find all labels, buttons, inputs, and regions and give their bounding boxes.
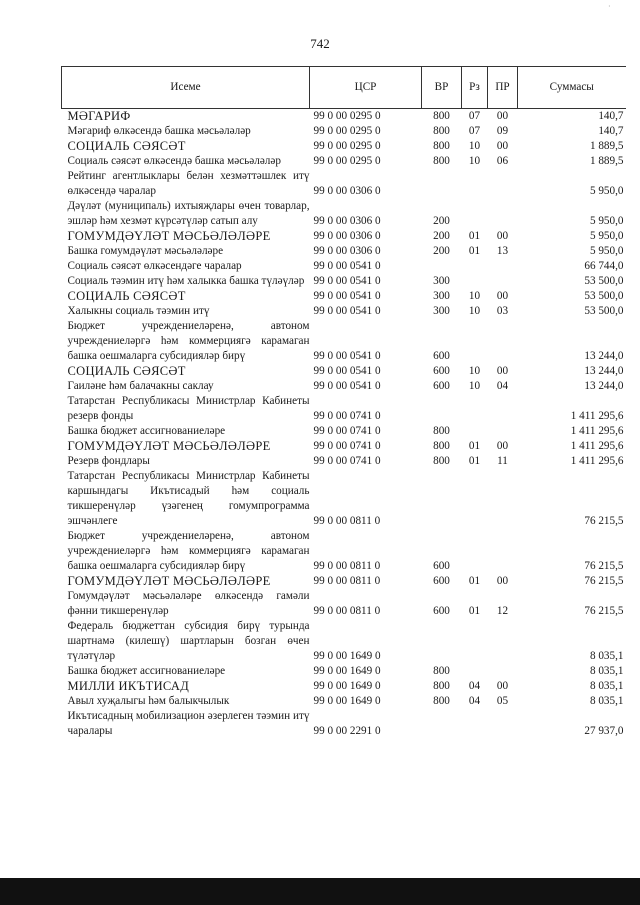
row-rz (462, 319, 488, 364)
row-rz: 10 (468, 305, 481, 317)
row-pr: 00 (496, 290, 509, 302)
row-name: Федераль бюджеттан субсидия бирү турында шартнамә (килешү) шартларын бозган өчен түләтүләр (67, 620, 310, 662)
row-rz: 01 (468, 245, 481, 257)
row-rz: 01 (468, 575, 481, 587)
row-pr: 04 (496, 380, 509, 392)
table-row (62, 439, 626, 454)
table-row (62, 574, 626, 589)
header-sum: Суммасы (518, 67, 626, 109)
row-rz: 04 (468, 695, 481, 707)
row-vr: 800 (433, 110, 450, 122)
row-sum: 66 744,0 (584, 260, 624, 272)
row-csr: 99 0 00 0306 0 (313, 245, 381, 257)
row-rz: 01 (468, 230, 481, 242)
table-row (62, 619, 626, 664)
row-csr: 99 0 00 0811 0 (313, 605, 381, 617)
row-rz: 01 (468, 605, 481, 617)
row-sum: 140,7 (598, 125, 624, 137)
row-sum: 53 500,0 (584, 305, 624, 317)
row-csr: 99 0 00 0811 0 (313, 575, 381, 587)
row-pr (488, 274, 518, 289)
row-csr: 99 0 00 0295 0 (313, 155, 381, 167)
row-sum: 1 411 295,6 (570, 425, 624, 437)
row-name: Башка гомумдәүләт мәсьәләләре (67, 245, 224, 257)
row-sum: 76 215,5 (584, 605, 624, 617)
row-rz: 10 (468, 290, 481, 302)
header-rz: Рз (462, 67, 488, 109)
row-vr (422, 709, 462, 739)
row-pr: 00 (496, 575, 509, 587)
scan-bottom-bar (0, 878, 640, 905)
budget-table (61, 66, 626, 739)
row-sum: 13 244,0 (584, 365, 624, 377)
row-sum: 1 889,5 (589, 155, 624, 167)
row-vr: 600 (433, 605, 450, 617)
row-name: СОЦИАЛЬ СӘЯСӘТ (67, 139, 186, 153)
row-name: Резерв фондлары (67, 455, 150, 467)
row-rz: 10 (468, 365, 481, 377)
header-vr: ВР (422, 67, 462, 109)
table-row (62, 394, 626, 424)
row-name: Социаль сәясәт өлкәсендәге чаралар (67, 260, 242, 272)
row-csr: 99 0 00 1649 0 (313, 680, 381, 692)
row-sum: 1 411 295,6 (570, 455, 624, 467)
row-name: Икътисадның мобилизацион әзерлеген тәэмин итү чаралары (67, 710, 310, 737)
row-csr: 99 0 00 0741 0 (313, 410, 381, 422)
row-pr: 03 (496, 305, 509, 317)
row-rz: 07 (468, 110, 481, 122)
row-sum: 53 500,0 (584, 275, 624, 287)
row-vr: 800 (433, 155, 450, 167)
row-sum: 8 035,1 (589, 695, 624, 707)
table-row (62, 304, 626, 319)
row-sum: 5 950,0 (589, 230, 624, 242)
table-row (62, 454, 626, 469)
row-vr: 800 (433, 695, 450, 707)
row-pr: 00 (496, 140, 509, 152)
row-vr: 600 (433, 365, 450, 377)
page-number: 742 (310, 36, 330, 51)
row-rz (462, 169, 488, 199)
row-vr: 800 (433, 425, 450, 437)
row-vr (422, 394, 462, 424)
row-rz (462, 274, 488, 289)
row-pr: 00 (496, 680, 509, 692)
table-row (62, 109, 626, 125)
row-name: Мәгариф өлкәсендә башка мәсьәләләр (67, 125, 251, 137)
row-name: МИЛЛИ ИКЪТИСАД (67, 679, 190, 693)
row-rz: 10 (468, 380, 481, 392)
row-name: МӘГАРИФ (67, 109, 131, 123)
row-name: СОЦИАЛЬ СӘЯСӘТ (67, 289, 186, 303)
row-rz (462, 259, 488, 274)
row-csr: 99 0 00 0741 0 (313, 455, 381, 467)
table-row (62, 694, 626, 709)
header-pr: ПР (488, 67, 518, 109)
row-csr: 99 0 00 0541 0 (313, 305, 381, 317)
row-csr: 99 0 00 0541 0 (313, 350, 381, 362)
row-sum: 5 950,0 (589, 185, 624, 197)
table-row (62, 379, 626, 394)
row-vr (422, 169, 462, 199)
corner-mark: · (608, 2, 611, 11)
table-row (62, 469, 626, 529)
row-name: Гомумдәүләт мәсьәләләре өлкәсендә гамәли фәнни тикшеренүләр (67, 590, 310, 617)
row-vr: 600 (433, 350, 450, 362)
row-csr: 99 0 00 0295 0 (313, 140, 381, 152)
row-name: Авыл хуҗалыгы һәм балыкчылык (67, 695, 230, 707)
row-csr: 99 0 00 0295 0 (313, 110, 381, 122)
table-row (62, 274, 626, 289)
row-csr: 99 0 00 0295 0 (313, 125, 381, 137)
row-pr (488, 424, 518, 439)
row-csr: 99 0 00 0741 0 (313, 440, 381, 452)
row-name: ГОМУМДӘҮЛӘТ МӘСЬӘЛӘЛӘРЕ (67, 574, 271, 588)
row-name: Социаль тәэмин итү һәм халыкка башка түләүләр (67, 275, 305, 287)
row-rz: 10 (468, 140, 481, 152)
row-csr: 99 0 00 0811 0 (313, 560, 381, 572)
row-pr: 12 (496, 605, 509, 617)
row-pr: 05 (496, 695, 509, 707)
row-vr: 600 (433, 575, 450, 587)
table-row (62, 244, 626, 259)
row-vr: 300 (433, 305, 450, 317)
table-row (62, 319, 626, 364)
table-header-row (62, 67, 626, 109)
row-sum: 76 215,5 (584, 560, 624, 572)
row-vr: 300 (433, 290, 450, 302)
row-vr: 600 (433, 560, 450, 572)
row-sum: 1 411 295,6 (570, 410, 624, 422)
row-rz (462, 394, 488, 424)
row-rz: 07 (468, 125, 481, 137)
table-row (62, 259, 626, 274)
row-vr: 200 (433, 230, 450, 242)
row-rz (462, 199, 488, 229)
row-name: Рейтинг агентлыклары белән хезмәттәшлек итү өлкәсендә чаралар (67, 170, 310, 197)
row-vr: 600 (433, 380, 450, 392)
table-row (62, 664, 626, 679)
row-sum: 8 035,1 (589, 665, 624, 677)
row-sum: 76 215,5 (584, 575, 624, 587)
row-csr: 99 0 00 1649 0 (313, 695, 381, 707)
row-sum: 13 244,0 (584, 350, 624, 362)
row-pr (488, 394, 518, 424)
table-row (62, 529, 626, 574)
row-sum: 53 500,0 (584, 290, 624, 302)
row-sum: 5 950,0 (589, 245, 624, 257)
row-rz (462, 424, 488, 439)
row-pr: 00 (496, 440, 509, 452)
row-vr (422, 259, 462, 274)
row-pr: 00 (496, 365, 509, 377)
row-rz: 01 (468, 455, 481, 467)
row-pr (488, 469, 518, 529)
row-sum: 8 035,1 (589, 680, 624, 692)
table-row (62, 364, 626, 379)
row-vr: 800 (433, 140, 450, 152)
row-sum: 27 937,0 (584, 725, 624, 737)
row-pr (488, 619, 518, 664)
row-rz (462, 664, 488, 679)
row-rz: 04 (468, 680, 481, 692)
row-rz (462, 469, 488, 529)
row-pr (488, 199, 518, 229)
table-row (62, 199, 626, 229)
row-name: СОЦИАЛЬ СӘЯСӘТ (67, 364, 186, 378)
table-body (62, 109, 626, 740)
row-pr (488, 319, 518, 364)
row-vr (422, 619, 462, 664)
row-pr: 00 (496, 230, 509, 242)
row-csr: 99 0 00 0741 0 (313, 425, 381, 437)
table-row (62, 169, 626, 199)
row-name: Дәүләт (муниципаль) ихтыяҗлары өчен товарлар, эшләр һәм хезмәт күрсәтүләр сатып алу (67, 200, 310, 227)
row-name: Татарстан Республикасы Министрлар Кабинеты каршындагы Икътисадый һәм социаль тикшеренүләр үзәгенең гомумпрограмма эшчәнлеге (67, 470, 310, 527)
row-sum: 1 889,5 (589, 140, 624, 152)
table-row (62, 424, 626, 439)
row-pr: 13 (496, 245, 509, 257)
row-name: Татарстан Республикасы Министрлар Кабинеты резерв фонды (67, 395, 310, 422)
row-vr: 800 (433, 665, 450, 677)
row-vr: 300 (433, 275, 450, 287)
header-csr: ЦСР (310, 67, 422, 109)
row-csr: 99 0 00 1649 0 (313, 650, 381, 662)
row-pr: 00 (496, 110, 509, 122)
row-pr (488, 664, 518, 679)
row-pr: 06 (496, 155, 509, 167)
row-vr (422, 469, 462, 529)
row-sum: 13 244,0 (584, 380, 624, 392)
row-sum: 5 950,0 (589, 215, 624, 227)
row-rz (462, 619, 488, 664)
row-name: ГОМУМДӘҮЛӘТ МӘСЬӘЛӘЛӘРЕ (67, 439, 271, 453)
row-csr: 99 0 00 1649 0 (313, 665, 381, 677)
row-sum: 76 215,5 (584, 515, 624, 527)
row-vr: 200 (433, 245, 450, 257)
row-vr: 800 (433, 455, 450, 467)
row-name: Бюджет учреждениеләренә, автоном учреждениеләргә һәм коммерциягә карамаган башка оешмаларга субсидияләр бирү (67, 530, 310, 572)
row-name: Гаиләне һәм балачакны саклау (67, 380, 214, 392)
row-vr: 800 (433, 125, 450, 137)
row-csr: 99 0 00 0306 0 (313, 230, 381, 242)
table-row (62, 679, 626, 694)
row-pr: 11 (497, 455, 508, 467)
row-name: Башка бюджет ассигнованиеләре (67, 425, 226, 437)
row-csr: 99 0 00 0306 0 (313, 215, 381, 227)
row-rz (462, 709, 488, 739)
row-name: ГОМУМДӘҮЛӘТ МӘСЬӘЛӘЛӘРЕ (67, 229, 271, 243)
row-rz (462, 529, 488, 574)
row-csr: 99 0 00 0541 0 (313, 380, 381, 392)
table-row (62, 289, 626, 304)
row-csr: 99 0 00 0541 0 (313, 260, 381, 272)
row-pr (488, 709, 518, 739)
header-name: Исеме (62, 67, 310, 109)
row-csr: 99 0 00 0306 0 (313, 185, 381, 197)
row-pr (488, 529, 518, 574)
row-pr: 09 (496, 125, 509, 137)
table-row (62, 154, 626, 169)
row-name: Халыкны социаль тәэмин итү (67, 305, 210, 317)
row-name: Бюджет учреждениеләренә, автоном учреждениеләргә һәм коммерциягә карамаган башка оешмаларга субсидияләр бирү (67, 320, 310, 362)
row-csr: 99 0 00 0541 0 (313, 290, 381, 302)
row-rz: 10 (468, 155, 481, 167)
row-pr (488, 259, 518, 274)
row-vr: 200 (433, 215, 450, 227)
table-row (62, 124, 626, 139)
row-sum: 140,7 (598, 110, 624, 122)
row-sum: 8 035,1 (589, 650, 624, 662)
table-row (62, 709, 626, 739)
table-row (62, 589, 626, 619)
table-row (62, 229, 626, 244)
row-csr: 99 0 00 0541 0 (313, 365, 381, 377)
row-csr: 99 0 00 2291 0 (313, 725, 381, 737)
row-vr: 800 (433, 680, 450, 692)
row-csr: 99 0 00 0541 0 (313, 275, 381, 287)
row-pr (488, 169, 518, 199)
row-name: Башка бюджет ассигнованиеләре (67, 665, 226, 677)
row-csr: 99 0 00 0811 0 (313, 515, 381, 527)
row-vr: 800 (433, 440, 450, 452)
row-rz: 01 (468, 440, 481, 452)
table-row (62, 139, 626, 154)
row-name: Социаль сәясәт өлкәсендә башка мәсьәләләр (67, 155, 281, 167)
row-sum: 1 411 295,6 (570, 440, 624, 452)
